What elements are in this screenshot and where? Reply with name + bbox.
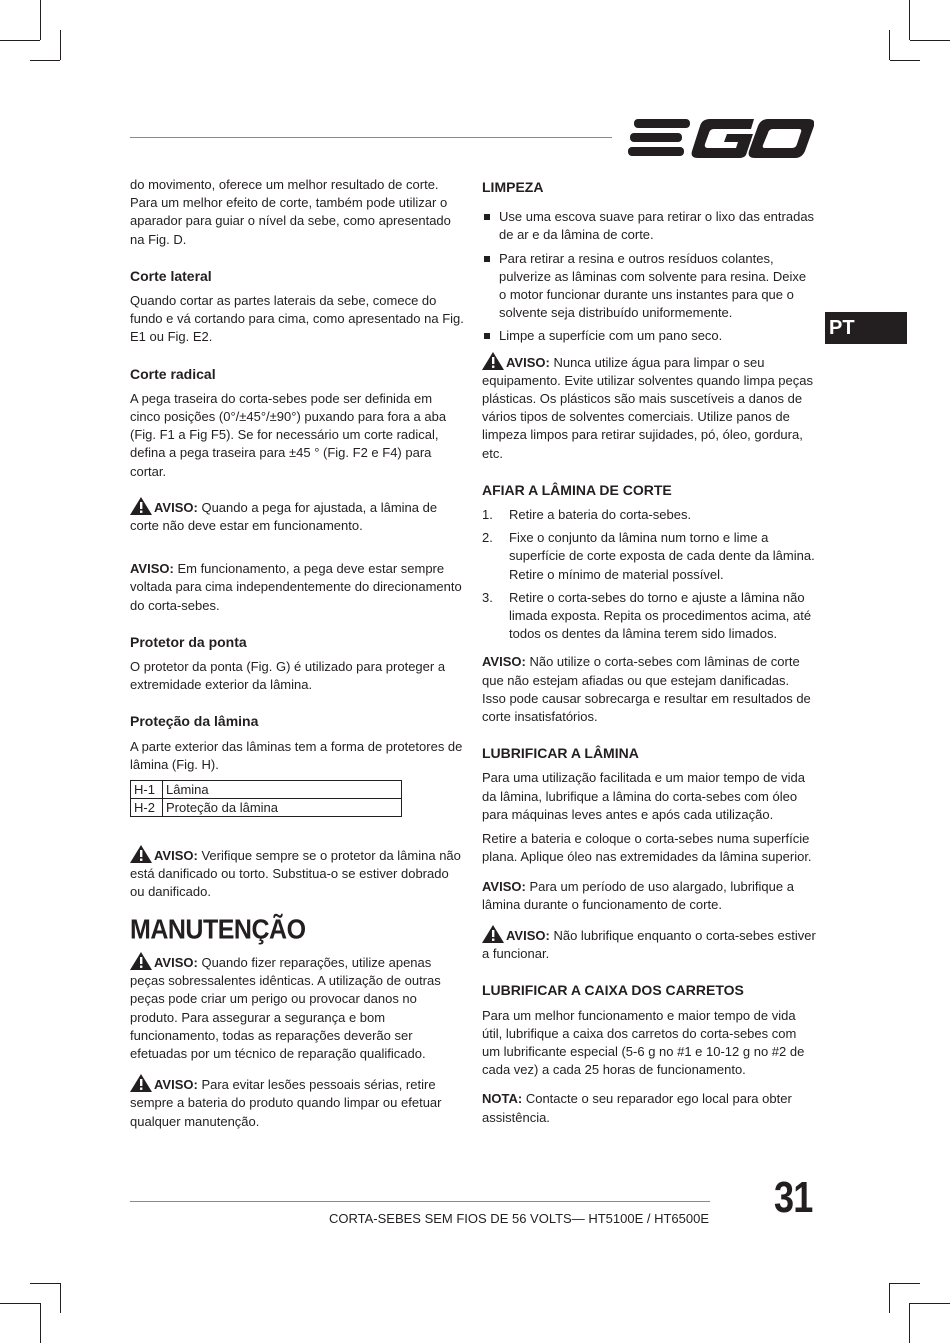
crop-mark [890,60,920,61]
list-item [482,506,816,524]
warning-text: Para um período de uso alargado, lubrifique a lâmina durante o funcionamento de corte. [482,878,794,912]
crop-mark [909,1303,910,1343]
bullet-square-icon [484,256,490,262]
parts-table [130,780,402,817]
step-number: 1. [482,507,493,523]
step-text: Fixe o conjunto da lâmina num torno e lime a superfície de corte exposta de cada dente da lâmina. Retire o mínimo de material possível. [509,530,815,582]
list-item [482,589,816,644]
warning-triangle-icon [130,1074,152,1092]
table-cell-label: Proteção da lâmina [163,799,402,817]
warning-text: Quando fizer reparações, utilize apenas peças sobressalentes idênticas. A utilização de outras peças pode criar um perigo ou provocar danos no produto. Para assegurar a segurança e bom funcionamento, todas as reparações deverão ser efetuadas por um técnico de reparação qualificado. [130,954,441,1061]
warning-label: AVISO: [154,1077,198,1093]
table-row [131,799,402,817]
afiar-heading: AFIAR A LÂMINA DE CORTE [482,481,672,498]
warning-label: AVISO: [506,354,550,370]
left-column [130,176,464,1142]
crop-mark [60,30,61,60]
crop-mark [40,0,41,40]
lubrificar-lamina-p1: Para uma utilização facilitada e um maior tempo de vida da lâmina, lubrifique a lâmina do corta-sebes com óleo para máquinas leves antes e após cada utilização. [482,770,805,822]
list-item [482,529,816,584]
list-item-text: Para retirar a resina e outros resíduos colantes, pulverize as lâminas com solvente para resina. Deixe o motor funcionar durante uns instantes para que o solvente seja distribuído uniformemente. [499,250,807,321]
lubrificar-caixa-heading: LUBRIFICAR A CAIXA DOS CARRETOS [482,982,744,999]
warning-text: Não lubrifique enquanto o corta-sebes estiver a funcionar. [482,927,816,962]
manutencao-heading: MANUTENÇÃO [130,914,306,945]
limpeza-list [482,208,816,345]
table-row [131,781,402,799]
crop-mark [0,40,40,41]
protecao-lamina-heading: Proteção da lâmina [130,713,259,730]
crop-mark [40,1303,41,1343]
lubrificar-lamina-heading: LUBRIFICAR A LÂMINA [482,745,639,762]
crop-mark [30,1283,60,1284]
warning-paragraph [482,878,816,914]
bullet-square-icon [484,333,490,339]
limpeza-heading: LIMPEZA [482,179,544,195]
list-item [482,208,816,244]
footer-title: CORTA-SEBES SEM FIOS DE 56 VOLTS— HT5100E / HT6500E [328,1211,709,1226]
warning-paragraph [482,352,816,463]
list-item [482,250,816,323]
language-tab: PT [825,312,907,344]
warning-label: AVISO: [130,561,174,577]
warning-triangle-icon [482,925,504,943]
table-cell-label: Lâmina [163,781,402,799]
warning-triangle-icon [130,952,152,970]
crop-mark [0,1303,40,1304]
list-item [482,327,816,345]
step-number: 3. [482,589,493,605]
lubrificar-caixa-text: Para um melhor funcionamento e maior tempo de vida útil, lubrifique a caixa dos carretos do corta-sebes com um lubrificante especial (5-6 g no #1 e 10-12 g no #2 de cada vez) a cada 25 horas de funcionamento. [482,1007,805,1078]
footer-rule [130,1201,710,1202]
crop-mark [909,0,910,40]
corte-lateral-text: Quando cortar as partes laterais da sebe, comece do fundo e vá cortando para cima, como apresentado na Fig. E1 ou Fig. E2. [130,293,464,345]
crop-mark [890,1283,920,1284]
warning-text: Não utilize o corta-sebes com lâminas de corte que não estejam afiadas ou que estejam danificadas. Isso pode causar sobrecarga e resultar em resultados de corte insatisfatórios. [482,654,811,725]
note-label: NOTA: [482,1091,523,1107]
warning-text: Verifique sempre se o protetor da lâmina não está danificado ou torto. Substitua-o se estiver dobrado ou danificado. [130,848,461,900]
warning-label: AVISO: [506,927,550,943]
list-item-text: Use uma escova suave para retirar o lixo das entradas de ar e da lâmina de corte. [499,209,815,243]
ego-logo [628,117,814,159]
warning-paragraph [130,952,464,1063]
corte-lateral-heading: Corte lateral [130,267,212,284]
afiar-steps [482,506,816,643]
warning-paragraph [130,497,464,535]
bullet-square-icon [484,214,490,220]
step-text: Retire a bateria do corta-sebes. [509,507,692,523]
crop-mark [889,1283,890,1313]
protetor-ponta-text: O protetor da ponta (Fig. G) é utilizado para proteger a extremidade exterior da lâmina. [130,659,446,693]
note-text: Contacte o seu reparador ego local para obter assistência. [482,1091,792,1125]
page-number: 31 [774,1173,813,1222]
note-paragraph [482,1090,816,1126]
warning-text: Quando a pega for ajustada, a lâmina de corte não deve estar em funcionamento. [130,499,438,534]
intro-paragraph: do movimento, oferece um melhor resultado de corte. Para um melhor efeito de corte, também pode utilizar o aparador para guiar o nível da sebe, como apresentado na Fig. D. [130,177,451,247]
warning-triangle-icon [482,352,504,370]
right-column [482,176,816,1138]
warning-label: AVISO: [482,654,526,670]
warning-triangle-icon [130,497,152,515]
table-cell-code: H-2 [131,799,163,817]
warning-triangle-icon [130,845,152,863]
warning-label: AVISO: [154,848,198,864]
warning-paragraph [130,1074,464,1131]
protetor-ponta-heading: Protetor da ponta [130,633,247,650]
table-cell-code: H-1 [131,781,163,799]
warning-text: Para evitar lesões pessoais sérias, retire sempre a bateria do produto quando limpar ou efetuar qualquer manutenção. [130,1077,442,1129]
warning-paragraph [482,925,816,963]
crop-mark [30,60,60,61]
warning-text: Em funcionamento, a pega deve estar sempre voltada para cima independentemente do direcionamento do corta-sebes. [130,561,462,613]
warning-paragraph [482,653,816,726]
list-item-text: Limpe a superfície com um pano seco. [499,328,723,344]
step-text: Retire o corta-sebes do torno e ajuste a lâmina não limada exposta. Repita os procedimentos acima, até todos os dentes da lâmina terem sido limados. [509,589,812,642]
warning-label: AVISO: [154,954,198,970]
corte-radical-text: A pega traseira do corta-sebes pode ser definida em cinco posições (0°/±45°/±90°) puxando para fora a aba (Fig. F1 a Fig F5). Se for necessário um corte radical, defina a pega traseira para ±45 ° (Fig. F2 e F4) para cortar. [130,390,447,479]
warning-paragraph [130,560,464,615]
step-number: 2. [482,530,493,546]
warning-label: AVISO: [154,499,198,515]
crop-mark [910,40,950,41]
crop-mark [910,1303,950,1304]
crop-mark [60,1283,61,1313]
protecao-lamina-text: A parte exterior das lâminas tem a forma de protetores de lâmina (Fig. H). [130,738,463,772]
warning-text: Nunca utilize água para limpar o seu equipamento. Evite utilizar solventes quando limpa peças plásticas. Os plásticos são mais suscetíveis a danos de vários tipos de solventes comerciais. Utilize panos de limpeza limpos para retirar sujidades, pó, óleo, gordura, etc. [482,354,813,461]
corte-radical-heading: Corte radical [130,365,216,382]
lubrificar-lamina-p2: Retire a bateria e coloque o corta-sebes numa superfície plana. Aplique óleo nas extremidades da lâmina superior. [482,831,812,865]
warning-label: AVISO: [482,878,526,894]
warning-paragraph [130,845,464,902]
header-rule [130,137,612,138]
crop-mark [889,30,890,60]
